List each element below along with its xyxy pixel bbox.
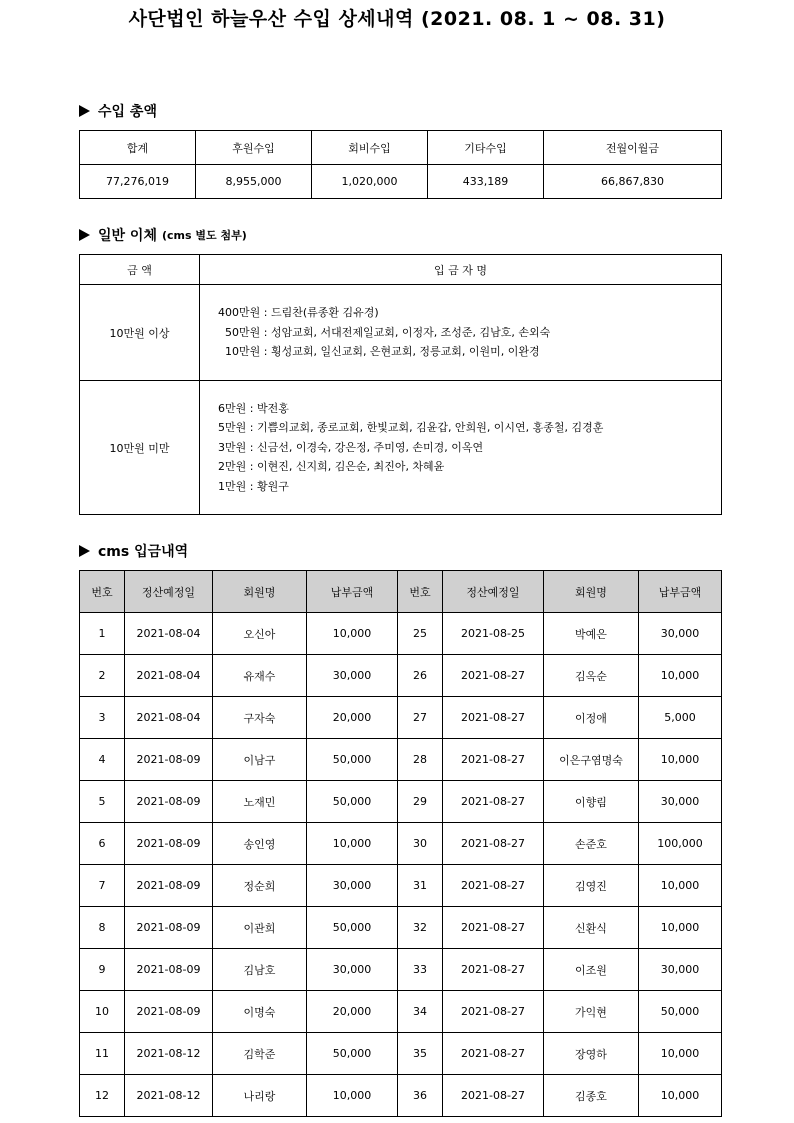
table-cell: 2021-08-09 bbox=[125, 781, 213, 823]
table-cell: 신환식 bbox=[544, 907, 639, 949]
table-cell: 10,000 bbox=[307, 613, 398, 655]
table-cell: 9 bbox=[80, 949, 125, 991]
table-cell: 2021-08-27 bbox=[443, 1075, 544, 1117]
table-cell: 오신아 bbox=[213, 613, 307, 655]
table-cell: 장영하 bbox=[544, 1033, 639, 1075]
cms-header-cell: 번호 bbox=[398, 571, 443, 613]
table-cell: 2021-08-09 bbox=[125, 907, 213, 949]
table-row bbox=[80, 697, 722, 739]
table-cell: 2021-08-25 bbox=[443, 613, 544, 655]
table-row bbox=[80, 907, 722, 949]
table-cell: 10,000 bbox=[639, 865, 722, 907]
table-cell: 2021-08-09 bbox=[125, 991, 213, 1033]
table-row bbox=[80, 991, 722, 1033]
cms-header-cell: 회원명 bbox=[544, 571, 639, 613]
table-cell: 20,000 bbox=[307, 991, 398, 1033]
summary-header-row bbox=[80, 131, 722, 165]
table-cell: 유재수 bbox=[213, 655, 307, 697]
section-title: cms 입금내역 bbox=[98, 544, 189, 560]
table-cell: 구자숙 bbox=[213, 697, 307, 739]
cms-table-body bbox=[80, 613, 722, 1117]
table-cell: 2021-08-27 bbox=[443, 739, 544, 781]
transfer-names-cell bbox=[200, 381, 722, 515]
table-cell: 10,000 bbox=[639, 1033, 722, 1075]
income-summary-table bbox=[79, 130, 722, 199]
table-cell: 27 bbox=[398, 697, 443, 739]
table-cell: 10,000 bbox=[307, 823, 398, 865]
table-cell: 8 bbox=[80, 907, 125, 949]
summary-header-cell: 후원수입 bbox=[196, 131, 312, 165]
table-cell: 이조원 bbox=[544, 949, 639, 991]
table-cell: 나리랑 bbox=[213, 1075, 307, 1117]
table-row bbox=[80, 1033, 722, 1075]
summary-value-cell: 77,276,019 bbox=[80, 165, 196, 199]
table-cell: 30,000 bbox=[307, 865, 398, 907]
section-title: 일반 이체 bbox=[98, 228, 157, 244]
table-cell: 2021-08-27 bbox=[443, 1033, 544, 1075]
table-cell: 10,000 bbox=[307, 1075, 398, 1117]
table-cell: 박예은 bbox=[544, 613, 639, 655]
table-cell: 1 bbox=[80, 613, 125, 655]
table-cell: 50,000 bbox=[307, 781, 398, 823]
summary-header-cell: 전월이월금 bbox=[544, 131, 722, 165]
table-cell: 4 bbox=[80, 739, 125, 781]
transfer-row bbox=[80, 381, 722, 515]
cms-header-cell: 번호 bbox=[80, 571, 125, 613]
transfer-amount-label: 10만원 미만 bbox=[80, 381, 200, 515]
table-cell: 100,000 bbox=[639, 823, 722, 865]
table-cell: 26 bbox=[398, 655, 443, 697]
table-cell: 2021-08-09 bbox=[125, 865, 213, 907]
table-cell: 2 bbox=[80, 655, 125, 697]
table-cell: 28 bbox=[398, 739, 443, 781]
table-cell: 2021-08-27 bbox=[443, 907, 544, 949]
summary-value-cell: 66,867,830 bbox=[544, 165, 722, 199]
transfer-header-row bbox=[80, 255, 722, 285]
triangle-bullet-icon bbox=[79, 545, 90, 557]
table-cell: 50,000 bbox=[307, 739, 398, 781]
transfer-header-names: 입 금 자 명 bbox=[200, 255, 722, 285]
table-cell: 2021-08-04 bbox=[125, 697, 213, 739]
table-row bbox=[80, 655, 722, 697]
table-cell: 30,000 bbox=[639, 781, 722, 823]
table-cell: 손준호 bbox=[544, 823, 639, 865]
table-cell: 송인영 bbox=[213, 823, 307, 865]
table-cell: 정순희 bbox=[213, 865, 307, 907]
summary-value-cell: 1,020,000 bbox=[312, 165, 428, 199]
table-cell: 이남구 bbox=[213, 739, 307, 781]
table-cell: 50,000 bbox=[639, 991, 722, 1033]
table-cell: 34 bbox=[398, 991, 443, 1033]
table-cell: 김옥순 bbox=[544, 655, 639, 697]
transfer-line: 2만원 : 이현진, 신지희, 김은순, 최진아, 차혜윤 bbox=[218, 460, 445, 474]
table-cell: 이향림 bbox=[544, 781, 639, 823]
table-cell: 5 bbox=[80, 781, 125, 823]
table-cell: 6 bbox=[80, 823, 125, 865]
table-cell: 2021-08-27 bbox=[443, 697, 544, 739]
table-cell: 7 bbox=[80, 865, 125, 907]
triangle-bullet-icon bbox=[79, 229, 90, 241]
table-cell: 2021-08-04 bbox=[125, 613, 213, 655]
summary-header-cell: 기타수입 bbox=[428, 131, 544, 165]
table-cell: 김남호 bbox=[213, 949, 307, 991]
cms-header-cell: 납부금액 bbox=[639, 571, 722, 613]
summary-header-cell: 합계 bbox=[80, 131, 196, 165]
cms-header-cell: 회원명 bbox=[213, 571, 307, 613]
table-cell: 30 bbox=[398, 823, 443, 865]
summary-value-row bbox=[80, 165, 722, 199]
table-cell: 10,000 bbox=[639, 739, 722, 781]
table-cell: 50,000 bbox=[307, 1033, 398, 1075]
table-cell: 이정애 bbox=[544, 697, 639, 739]
transfer-line: 10만원 : 횡성교회, 일신교회, 은현교회, 정릉교회, 이원미, 이완경 bbox=[218, 345, 540, 359]
table-cell: 노재민 bbox=[213, 781, 307, 823]
section-title: 수입 총액 bbox=[98, 104, 157, 120]
table-cell: 30,000 bbox=[307, 949, 398, 991]
table-cell: 10 bbox=[80, 991, 125, 1033]
table-cell: 31 bbox=[398, 865, 443, 907]
table-cell: 이명숙 bbox=[213, 991, 307, 1033]
transfer-amount-label: 10만원 이상 bbox=[80, 285, 200, 381]
table-cell: 29 bbox=[398, 781, 443, 823]
table-cell: 2021-08-27 bbox=[443, 991, 544, 1033]
table-cell: 33 bbox=[398, 949, 443, 991]
transfer-names-cell bbox=[200, 285, 722, 381]
page-title: 사단법인 하늘우산 수입 상세내역 (2021. 08. 1 ~ 08. 31) bbox=[128, 8, 666, 30]
table-row bbox=[80, 739, 722, 781]
transfer-row bbox=[80, 285, 722, 381]
section-heading-transfer bbox=[79, 225, 247, 245]
cms-header-cell: 정산예정일 bbox=[125, 571, 213, 613]
table-row bbox=[80, 865, 722, 907]
table-cell: 5,000 bbox=[639, 697, 722, 739]
transfer-line: 400만원 : 드림찬(류종환 김유경) bbox=[218, 306, 379, 320]
table-cell: 30,000 bbox=[639, 949, 722, 991]
table-row bbox=[80, 781, 722, 823]
table-cell: 35 bbox=[398, 1033, 443, 1075]
table-cell: 이은구염명숙 bbox=[544, 739, 639, 781]
table-row bbox=[80, 949, 722, 991]
transfer-line: 5만원 : 기쁨의교회, 종로교회, 한빛교회, 김윤갑, 안희원, 이시연, 홍종철, 김경훈 bbox=[218, 421, 604, 435]
table-cell: 가익현 bbox=[544, 991, 639, 1033]
table-cell: 2021-08-09 bbox=[125, 823, 213, 865]
table-cell: 10,000 bbox=[639, 907, 722, 949]
table-cell: 20,000 bbox=[307, 697, 398, 739]
table-cell: 김영진 bbox=[544, 865, 639, 907]
triangle-bullet-icon bbox=[79, 105, 90, 117]
table-cell: 2021-08-09 bbox=[125, 949, 213, 991]
table-cell: 2021-08-27 bbox=[443, 865, 544, 907]
table-cell: 32 bbox=[398, 907, 443, 949]
table-cell: 25 bbox=[398, 613, 443, 655]
cms-deposit-table bbox=[79, 570, 722, 1117]
summary-value-cell: 433,189 bbox=[428, 165, 544, 199]
table-cell: 김종호 bbox=[544, 1075, 639, 1117]
transfer-line: 3만원 : 신금선, 이경숙, 강은정, 주미영, 손미경, 이옥연 bbox=[218, 440, 484, 454]
table-cell: 2021-08-27 bbox=[443, 781, 544, 823]
table-row bbox=[80, 823, 722, 865]
table-cell: 10,000 bbox=[639, 1075, 722, 1117]
table-cell: 2021-08-27 bbox=[443, 823, 544, 865]
table-cell: 50,000 bbox=[307, 907, 398, 949]
summary-value-cell: 8,955,000 bbox=[196, 165, 312, 199]
table-cell: 2021-08-12 bbox=[125, 1033, 213, 1075]
cms-header-row bbox=[80, 571, 722, 613]
section-note: (cms 별도 첨부) bbox=[161, 229, 247, 242]
section-heading-income-total bbox=[79, 101, 157, 121]
cms-header-cell: 정산예정일 bbox=[443, 571, 544, 613]
table-cell: 2021-08-04 bbox=[125, 655, 213, 697]
transfer-table bbox=[79, 254, 722, 515]
table-cell: 김학준 bbox=[213, 1033, 307, 1075]
table-cell: 36 bbox=[398, 1075, 443, 1117]
table-row bbox=[80, 613, 722, 655]
table-cell: 12 bbox=[80, 1075, 125, 1117]
table-cell: 2021-08-27 bbox=[443, 655, 544, 697]
cms-header-cell: 납부금액 bbox=[307, 571, 398, 613]
transfer-line: 1만원 : 황원구 bbox=[218, 479, 289, 493]
table-cell: 2021-08-27 bbox=[443, 949, 544, 991]
section-heading-cms bbox=[79, 541, 188, 561]
table-cell: 2021-08-09 bbox=[125, 739, 213, 781]
table-cell: 2021-08-12 bbox=[125, 1075, 213, 1117]
transfer-line: 6만원 : 박전홍 bbox=[218, 401, 289, 415]
table-cell: 30,000 bbox=[307, 655, 398, 697]
table-cell: 이관희 bbox=[213, 907, 307, 949]
transfer-line: 50만원 : 성암교회, 서대전제일교회, 이정자, 조성준, 김남호, 손외숙 bbox=[218, 325, 551, 339]
table-cell: 3 bbox=[80, 697, 125, 739]
table-cell: 30,000 bbox=[639, 613, 722, 655]
table-cell: 11 bbox=[80, 1033, 125, 1075]
table-row bbox=[80, 1075, 722, 1117]
table-cell: 10,000 bbox=[639, 655, 722, 697]
transfer-header-amount: 금 액 bbox=[80, 255, 200, 285]
summary-header-cell: 회비수입 bbox=[312, 131, 428, 165]
